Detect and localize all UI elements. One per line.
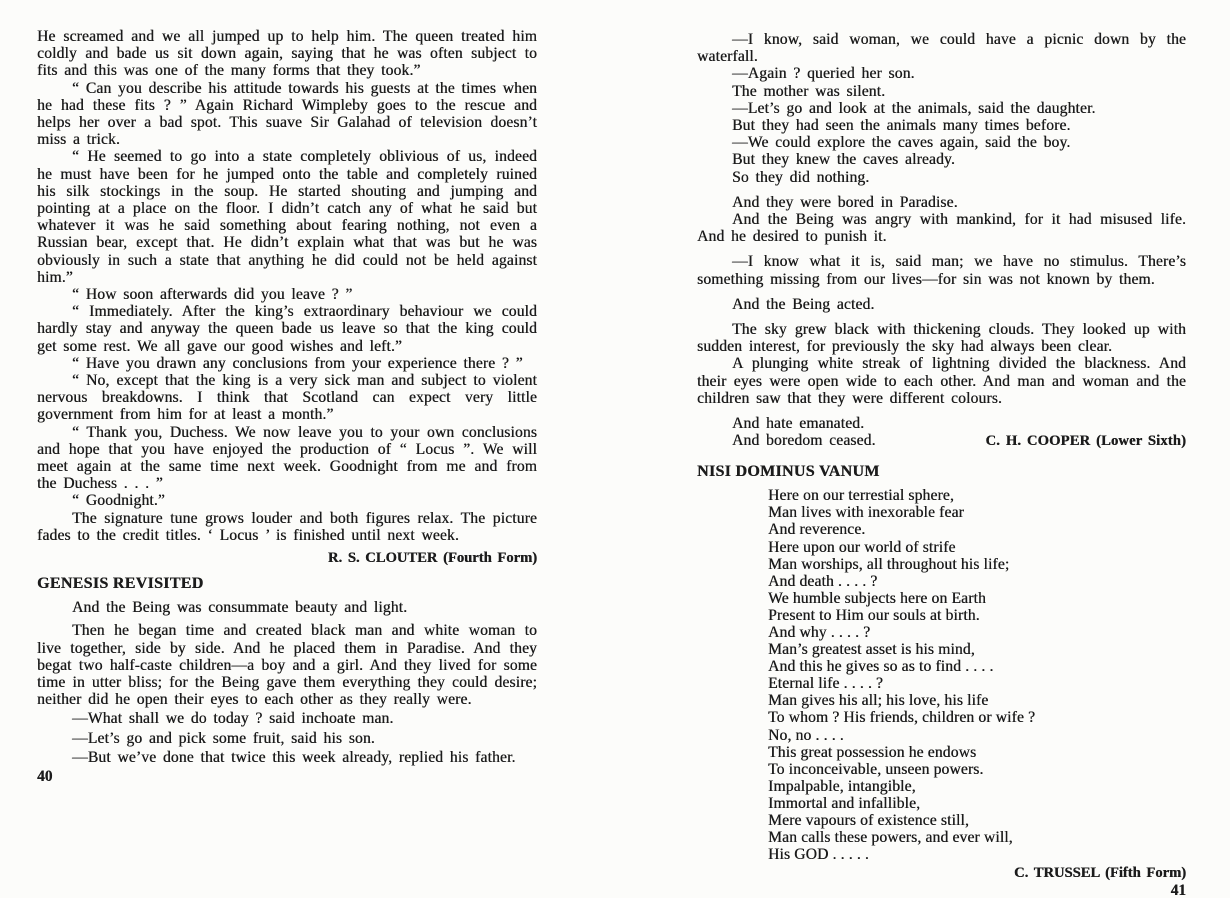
poem-line: Eternal life . . . . ? xyxy=(768,675,884,693)
paragraph: A plunging white streak of lightning divided the blackness. And their eyes were open wide to each other. And man and woman and the children saw that they were different colours. xyxy=(697,355,1186,407)
poem-line: Here on our terrestial sphere, xyxy=(768,487,954,505)
page-left-content xyxy=(37,28,537,786)
page-number: 40 xyxy=(37,767,53,785)
author-attribution: C. TRUSSEL (Fifth Form) xyxy=(1014,865,1186,882)
poem-line: And this he gives so as to find . . . . xyxy=(768,658,994,676)
poem-line: Man’s greatest asset is his mind, xyxy=(768,641,975,659)
poem xyxy=(768,487,1186,863)
page-right xyxy=(697,31,1186,898)
paragraph: “ Can you describe his attitude towards his guests at the times when he had these fits ? ” Again Richard Wimpleby goes to the rescue and helps her over a bad spot. This suave Sir Galahad of television doesn’t miss a trick. xyxy=(37,79,537,149)
poem-line: Mere vapours of existence still, xyxy=(768,812,969,830)
paragraph: But they knew the caves already. xyxy=(732,151,955,169)
poem-line: Man gives his all; his love, his life xyxy=(768,692,989,710)
poem-line: To whom ? His friends, children or wife ? xyxy=(768,709,1036,727)
paragraph: Then he began time and created black man and white woman to live together, side by side. And he placed them in Paradise. And they begat two half-caste children—a boy and a girl. And they lived for some time in utter bliss; for the Being gave them everything they could desire; neither did he open their eyes to each other as they really were. xyxy=(37,622,537,709)
poem-line: Man lives with inexorable fear xyxy=(768,504,964,522)
paragraph: The mother was silent. xyxy=(732,82,886,100)
paragraph: And they were bored in Paradise. xyxy=(732,193,958,211)
poem-line: No, no . . . . xyxy=(768,726,844,744)
paragraph: And hate emanated. xyxy=(732,415,865,433)
section-heading: GENESIS REVISITED xyxy=(37,575,204,593)
paragraph: —I know what it is, said man; we have no stimulus. There’s something missing from our lives—for sin was not known by them. xyxy=(697,253,1186,288)
paragraph: “ No, except that the king is a very sick man and subject to violent nervous breakdowns. I think that Scotland can expect very little government from him for at least a month.” xyxy=(37,372,537,424)
paragraph: He screamed and we all jumped up to help him. The queen treated him coldly and bade us sit down again, saying that he was often subject to fits and this was one of the many forms that they took.” xyxy=(37,28,537,80)
paragraph: —We could explore the caves again, said the boy. xyxy=(732,134,1071,152)
poem-line: His GOD . . . . . xyxy=(768,846,869,864)
paragraph: “ He seemed to go into a state completely oblivious of us, indeed he must have been for he jumped onto the table and completely ruined his silk stockings in the soup. He started shouting and jumping and pointing at a place on the floor. I didn’t catch any of what he said but whatever it was he said something about fearing nothing, not even a Russian bear, except that. He didn’t explain what that was but he was obviously in such a state that anything he did could not be held against him.” xyxy=(37,148,537,286)
poem-line: Present to Him our souls at birth. xyxy=(768,606,980,624)
page-number: 41 xyxy=(1170,882,1186,898)
paragraph: —I know, said woman, we could have a picnic down by the waterfall. xyxy=(697,31,1186,66)
paragraph: —What shall we do today ? said inchoate man. xyxy=(72,710,394,728)
author-attribution: R. S. CLOUTER (Fourth Form) xyxy=(327,550,537,567)
paragraph: “ Immediately. After the king’s extraordinary behaviour we could hardly stay and anyway the queen bade us leave so that the king could get some rest. We all gave our good wishes and left.” xyxy=(37,303,537,355)
poem-line: And why . . . . ? xyxy=(768,624,871,642)
section-heading: NISI DOMINUS VANUM xyxy=(697,463,880,481)
paragraph: The sky grew black with thickening clouds. They looked up with sudden interest, for previously the sky had always been clear. xyxy=(697,321,1186,356)
poem-line: Man calls these powers, and ever will, xyxy=(768,829,1013,847)
paragraph: “ Have you drawn any conclusions from your experience there ? ” xyxy=(72,354,523,372)
paragraph: —Let’s go and look at the animals, said the daughter. xyxy=(732,99,1096,117)
paragraph: But they had seen the animals many times before. xyxy=(732,117,1071,135)
paragraph: “ How soon afterwards did you leave ? ” xyxy=(72,286,353,304)
page-right-content xyxy=(697,31,1186,898)
poem-line: And reverence. xyxy=(768,521,866,539)
poem-line: Impalpable, intangible, xyxy=(768,777,916,795)
poem-line: To inconceivable, unseen powers. xyxy=(768,760,984,778)
paragraph: “ Goodnight.” xyxy=(72,492,165,510)
paragraph-with-attribution xyxy=(697,432,1186,450)
poem-line: We humble subjects here on Earth xyxy=(768,589,986,607)
paragraph: —Let’s go and pick some fruit, said his son. xyxy=(72,729,375,747)
poem-line: This great possession he endows xyxy=(768,743,977,761)
paragraph: —But we’ve done that twice this week already, replied his father. xyxy=(72,748,516,766)
page-left xyxy=(37,28,537,786)
poem-line: Man worships, all throughout his life; xyxy=(768,555,1010,573)
paragraph: The signature tune grows louder and both figures relax. The picture fades to the credit titles. ‘ Locus ’ is finished until next week. xyxy=(37,509,537,544)
poem-line: Here upon our world of strife xyxy=(768,538,956,556)
poem-line: And death . . . . ? xyxy=(768,572,878,590)
author-attribution: C. H. COOPER (Lower Sixth) xyxy=(985,433,1186,450)
paragraph: And the Being was angry with mankind, for it had misused life. And he desired to punish it. xyxy=(697,211,1186,246)
paragraph: “ Thank you, Duchess. We now leave you to your own conclusions and hope that you have enjoyed the production of “ Locus ”. We will meet again at the same time next week. Goodnight from me and from the Duchess . . . ” xyxy=(37,423,537,493)
paragraph: And the Being acted. xyxy=(732,295,875,313)
paragraph: And the Being was consummate beauty and light. xyxy=(72,599,408,617)
paragraph-text: And boredom ceased. xyxy=(732,432,876,450)
poem-line: Immortal and infallible, xyxy=(768,794,921,812)
paragraph: So they did nothing. xyxy=(732,168,870,186)
paragraph: —Again ? queried her son. xyxy=(732,65,915,83)
